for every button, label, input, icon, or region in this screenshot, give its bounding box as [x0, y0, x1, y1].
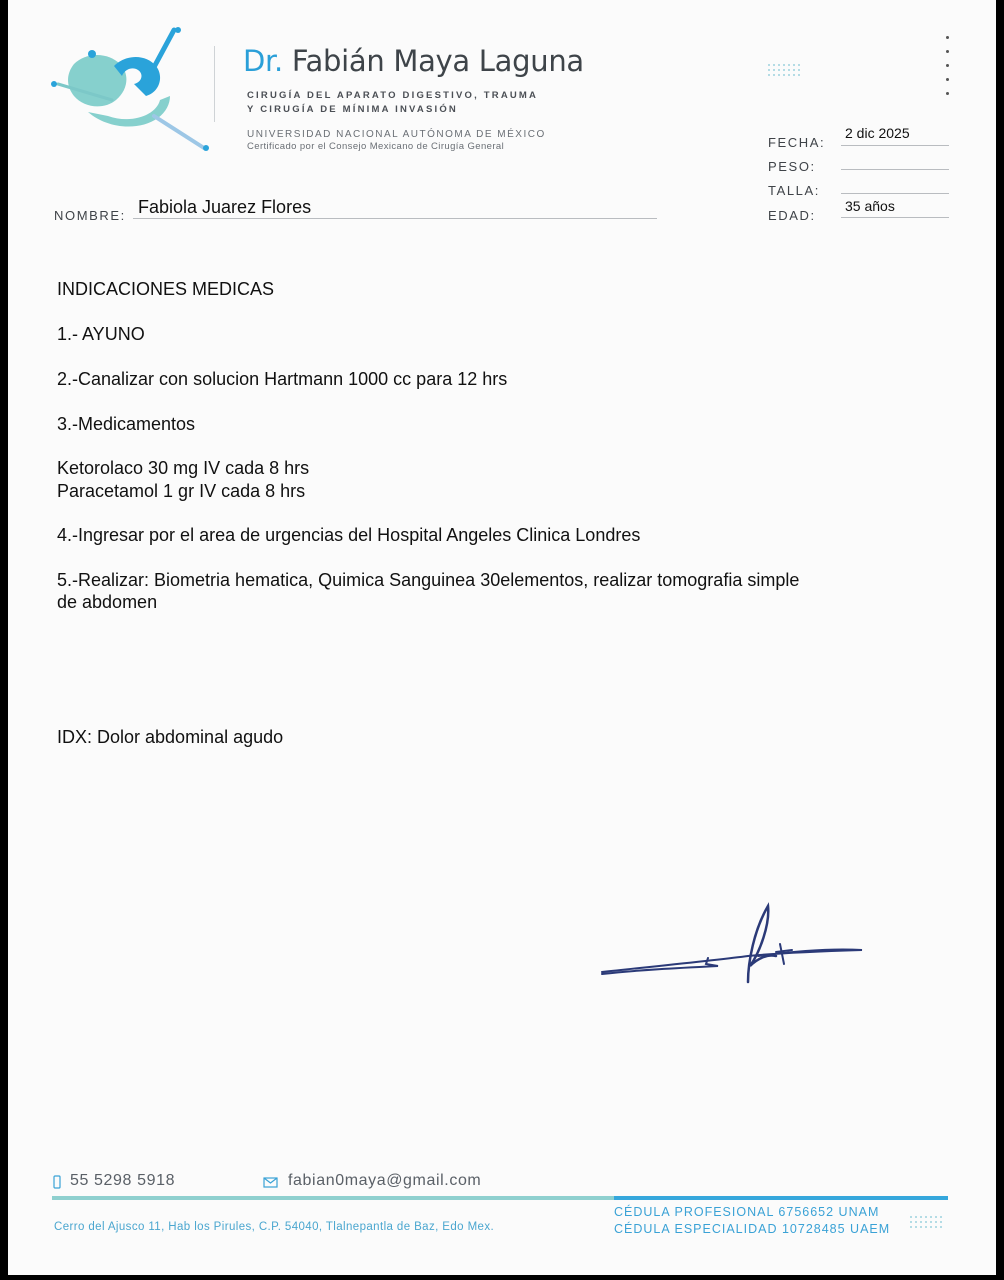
diagnosis: IDX: Dolor abdominal agudo	[57, 727, 284, 747]
indication-2: 2.-Canalizar con solucion Hartmann 1000 cc para 12 hrs	[57, 369, 508, 389]
prescription-page	[8, 0, 996, 1275]
certification: Certificado por el Consejo Mexicano de Cirugía General	[247, 141, 505, 152]
clinic-logo-icon	[46, 24, 216, 154]
specialty-line-2: Y CIRUGÍA DE MÍNIMA INVASIÓN	[247, 104, 458, 115]
nombre-line	[133, 218, 657, 219]
indication-5-line-1: 5.-Realizar: Biometria hematica, Quimica Sanguinea 30elementos, realizar tomografia simple	[57, 570, 800, 590]
university: UNIVERSIDAD NACIONAL AUTÓNOMA DE MÉXICO	[247, 129, 546, 140]
footer-bar-blue	[614, 1196, 948, 1200]
talla-line	[841, 193, 949, 194]
doctor-name: Dr. Fabián Maya Laguna	[243, 44, 584, 78]
phone-number: 55 5298 5918	[70, 1172, 176, 1189]
cedula-profesional: CÉDULA PROFESIONAL 6756652 UNAM	[614, 1205, 880, 1219]
decorative-dots-vertical	[946, 36, 949, 98]
edad-value: 35 años	[845, 198, 895, 214]
phone-icon	[53, 1175, 61, 1189]
indication-4: 4.-Ingresar por el area de urgencias del Hospital Angeles Clinica Londres	[57, 525, 641, 545]
edad-line	[841, 217, 949, 218]
fecha-label: FECHA:	[768, 135, 826, 150]
medication-2: Paracetamol 1 gr IV cada 8 hrs	[57, 481, 306, 501]
fecha-value: 2 dic 2025	[845, 125, 910, 141]
nombre-value: Fabiola Juarez Flores	[138, 197, 312, 217]
nombre-label: NOMBRE:	[54, 208, 126, 223]
peso-line	[841, 169, 949, 170]
cedula-especialidad: CÉDULA ESPECIALIDAD 10728485 UAEM	[614, 1222, 891, 1236]
address: Cerro del Ajusco 11, Hab los Pirules, C.P. 54040, Tlalnepantla de Baz, Edo Mex.	[54, 1221, 495, 1233]
specialty-line-1: CIRUGÍA DEL APARATO DIGESTIVO, TRAUMA	[247, 90, 539, 101]
edad-label: EDAD:	[768, 208, 816, 223]
fecha-line	[841, 145, 949, 146]
indication-1: 1.- AYUNO	[57, 324, 145, 344]
indication-5-line-2: de abdomen	[57, 592, 158, 612]
header-divider	[214, 46, 215, 122]
email-address: fabian0maya@gmail.com	[288, 1172, 482, 1189]
medication-1: Ketorolaco 30 mg IV cada 8 hrs	[57, 458, 310, 478]
mail-icon	[263, 1177, 278, 1188]
talla-label: TALLA:	[768, 183, 820, 198]
decorative-dots	[768, 64, 800, 76]
peso-label: PESO:	[768, 159, 816, 174]
footer-bar-teal	[52, 1196, 614, 1200]
indication-3: 3.-Medicamentos	[57, 414, 196, 434]
indications-title: INDICACIONES MEDICAS	[57, 279, 275, 299]
footer-decorative-dots	[910, 1216, 942, 1228]
signature	[598, 900, 868, 990]
